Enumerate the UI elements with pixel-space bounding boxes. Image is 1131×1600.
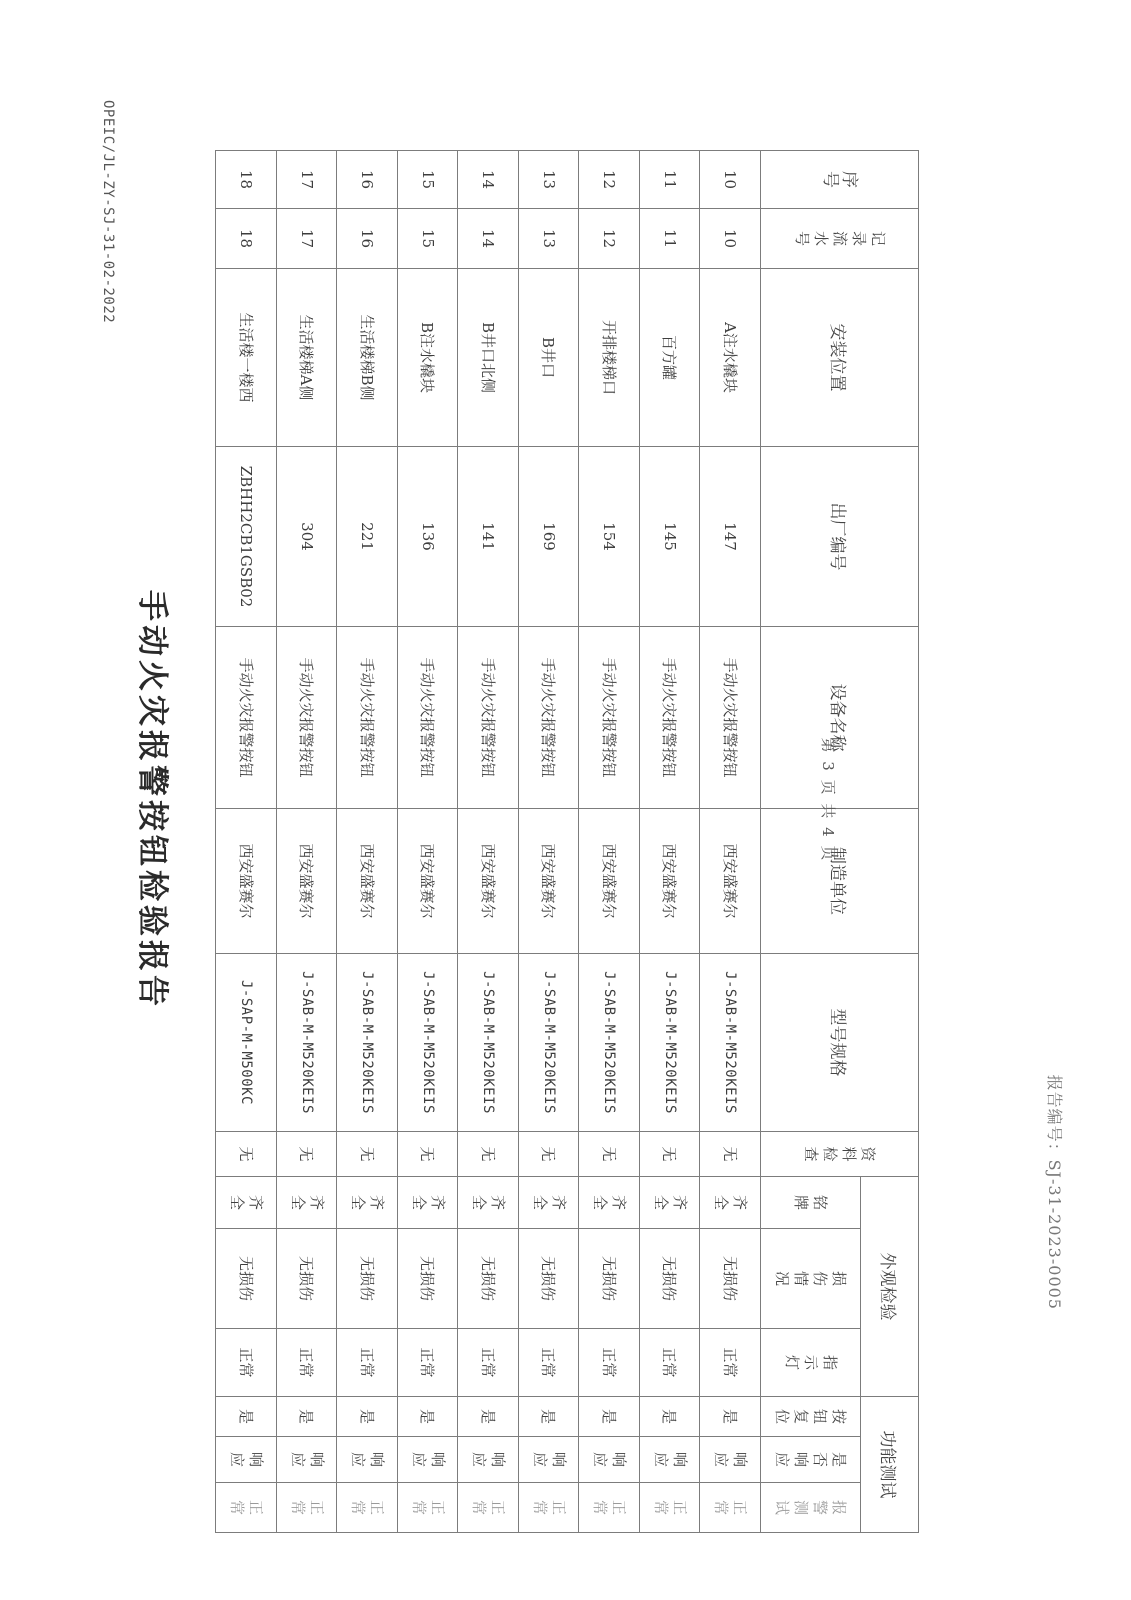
header-device-name: 设备名称 [761,627,919,809]
cell-button-reset: 是 [579,1397,640,1437]
header-factory-no: 出厂编号 [761,447,919,627]
cell-doc-check: 无 [216,1132,277,1177]
cell-manufacturer: 西安盛赛尔 [458,809,519,954]
cell-device-name: 手动火灾报警按钮 [640,627,701,809]
header-indicator: 指示灯 [761,1329,861,1397]
header-manufacturer: 制造单位 [761,809,919,954]
cell-response: 响应 [398,1437,459,1483]
cell-doc-check: 无 [519,1132,580,1177]
document-code: OPEIC/JL-ZY-SJ-31-02-2022 [100,100,116,324]
cell-location: 生活楼一楼西 [216,269,277,447]
cell-manufacturer: 西安盛赛尔 [398,809,459,954]
cell-alarm-test: 正常 [398,1483,459,1533]
cell-record-no: 15 [398,209,459,269]
cell-nameplate: 齐全 [519,1177,580,1229]
report-number: 报告编号：SJ-31-2023-0005 [1045,1074,1064,1310]
cell-button-reset: 是 [337,1397,398,1437]
cell-model: J-SAB-M-M520KEIS [579,954,640,1132]
cell-location: A注水橇块 [700,269,761,447]
cell-model: J-SAB-M-M520KEIS [337,954,398,1132]
cell-factory-no: 136 [398,447,459,627]
cell-device-name: 手动火灾报警按钮 [277,627,338,809]
cell-location: B井口北侧 [458,269,519,447]
cell-manufacturer: 西安盛赛尔 [337,809,398,954]
cell-doc-check: 无 [458,1132,519,1177]
cell-location: 生活楼梯B侧 [337,269,398,447]
cell-damage: 无损伤 [579,1229,640,1329]
page-number: 第 3 页 共 4 页 [819,737,837,863]
cell-seq: 11 [640,151,701,209]
cell-nameplate: 齐全 [398,1177,459,1229]
cell-nameplate: 齐全 [216,1177,277,1229]
cell-model: J-SAB-M-M520KEIS [277,954,338,1132]
cell-seq: 13 [519,151,580,209]
cell-model: J-SAB-M-M520KEIS [458,954,519,1132]
cell-response: 响应 [458,1437,519,1483]
table-row [216,151,277,1533]
cell-doc-check: 无 [640,1132,701,1177]
cell-seq: 18 [216,151,277,209]
header-response: 是否响应 [761,1437,861,1483]
cell-location: B注水橇块 [398,269,459,447]
cell-button-reset: 是 [398,1397,459,1437]
cell-damage: 无损伤 [519,1229,580,1329]
cell-device-name: 手动火灾报警按钮 [398,627,459,809]
inspection-table [216,150,920,1533]
cell-device-name: 手动火灾报警按钮 [519,627,580,809]
cell-manufacturer: 西安盛赛尔 [640,809,701,954]
cell-nameplate: 齐全 [700,1177,761,1229]
cell-manufacturer: 西安盛赛尔 [700,809,761,954]
cell-nameplate: 齐全 [277,1177,338,1229]
cell-record-no: 17 [277,209,338,269]
header-model: 型号规格 [761,954,919,1132]
cell-response: 响应 [216,1437,277,1483]
cell-damage: 无损伤 [337,1229,398,1329]
cell-device-name: 手动火灾报警按钮 [216,627,277,809]
cell-button-reset: 是 [519,1397,580,1437]
cell-damage: 无损伤 [216,1229,277,1329]
cell-seq: 15 [398,151,459,209]
cell-factory-no: 141 [458,447,519,627]
cell-model: J-SAB-M-M520KEIS [398,954,459,1132]
cell-response: 响应 [640,1437,701,1483]
cell-button-reset: 是 [216,1397,277,1437]
cell-response: 响应 [519,1437,580,1483]
table-row [700,151,761,1533]
cell-indicator: 正常 [337,1329,398,1397]
header-location: 安装位置 [761,269,919,447]
cell-indicator: 正常 [640,1329,701,1397]
cell-device-name: 手动火灾报警按钮 [700,627,761,809]
cell-model: J-SAB-M-M520KEIS [519,954,580,1132]
cell-alarm-test: 正常 [337,1483,398,1533]
cell-record-no: 14 [458,209,519,269]
cell-nameplate: 齐全 [337,1177,398,1229]
cell-alarm-test: 正常 [700,1483,761,1533]
cell-factory-no: 154 [579,447,640,627]
header-record-no: 记录流水号 [761,209,919,269]
cell-alarm-test: 正常 [640,1483,701,1533]
cell-response: 响应 [700,1437,761,1483]
header-button-reset: 按钮复位 [761,1397,861,1437]
cell-seq: 17 [277,151,338,209]
cell-manufacturer: 西安盛赛尔 [277,809,338,954]
cell-button-reset: 是 [277,1397,338,1437]
cell-indicator: 正常 [458,1329,519,1397]
cell-factory-no: ZBHH2CB1GSB02 [216,447,277,627]
cell-manufacturer: 西安盛赛尔 [216,809,277,954]
cell-alarm-test: 正常 [277,1483,338,1533]
cell-device-name: 手动火灾报警按钮 [458,627,519,809]
cell-response: 响应 [337,1437,398,1483]
cell-button-reset: 是 [640,1397,701,1437]
cell-manufacturer: 西安盛赛尔 [519,809,580,954]
header-seq: 序号 [761,151,919,209]
cell-record-no: 11 [640,209,701,269]
header-doc-check: 资料检查 [761,1132,919,1177]
cell-alarm-test: 正常 [216,1483,277,1533]
cell-location: 百方罐 [640,269,701,447]
cell-location: B井口 [519,269,580,447]
table-row [458,151,519,1533]
cell-factory-no: 147 [700,447,761,627]
cell-seq: 10 [700,151,761,209]
cell-device-name: 手动火灾报警按钮 [337,627,398,809]
table-body [216,151,761,1533]
cell-location: 开排楼梯口 [579,269,640,447]
cell-nameplate: 齐全 [640,1177,701,1229]
cell-factory-no: 169 [519,447,580,627]
cell-model: J-SAP-M-M500KC [216,954,277,1132]
cell-record-no: 12 [579,209,640,269]
cell-indicator: 正常 [277,1329,338,1397]
cell-doc-check: 无 [398,1132,459,1177]
cell-model: J-SAB-M-M520KEIS [700,954,761,1132]
cell-device-name: 手动火灾报警按钮 [579,627,640,809]
cell-doc-check: 无 [337,1132,398,1177]
header-alarm-test: 报警测试 [761,1483,861,1533]
cell-indicator: 正常 [519,1329,580,1397]
header-nameplate: 铭牌 [761,1177,861,1229]
table-row [277,151,338,1533]
cell-damage: 无损伤 [458,1229,519,1329]
table-row [337,151,398,1533]
report-title: 手动火灾报警按钮检验报告 [134,590,170,1010]
cell-indicator: 正常 [398,1329,459,1397]
header-appearance-group: 外观检验 [861,1177,919,1397]
cell-doc-check: 无 [700,1132,761,1177]
cell-button-reset: 是 [700,1397,761,1437]
cell-record-no: 18 [216,209,277,269]
table-row [519,151,580,1533]
header-function-group: 功能测试 [861,1397,919,1533]
cell-button-reset: 是 [458,1397,519,1437]
cell-factory-no: 145 [640,447,701,627]
cell-damage: 无损伤 [277,1229,338,1329]
cell-damage: 无损伤 [640,1229,701,1329]
cell-response: 响应 [277,1437,338,1483]
cell-alarm-test: 正常 [519,1483,580,1533]
cell-alarm-test: 正常 [458,1483,519,1533]
cell-location: 生活楼梯A侧 [277,269,338,447]
cell-doc-check: 无 [277,1132,338,1177]
cell-indicator: 正常 [579,1329,640,1397]
cell-factory-no: 304 [277,447,338,627]
cell-doc-check: 无 [579,1132,640,1177]
cell-nameplate: 齐全 [579,1177,640,1229]
cell-record-no: 13 [519,209,580,269]
cell-model: J-SAB-M-M520KEIS [640,954,701,1132]
header-damage: 损伤情况 [761,1229,861,1329]
cell-response: 响应 [579,1437,640,1483]
cell-record-no: 10 [700,209,761,269]
cell-nameplate: 齐全 [458,1177,519,1229]
cell-indicator: 正常 [700,1329,761,1397]
cell-damage: 无损伤 [398,1229,459,1329]
cell-seq: 16 [337,151,398,209]
cell-alarm-test: 正常 [579,1483,640,1533]
cell-factory-no: 221 [337,447,398,627]
cell-seq: 14 [458,151,519,209]
table-row [640,151,701,1533]
table-row [579,151,640,1533]
cell-record-no: 16 [337,209,398,269]
cell-indicator: 正常 [216,1329,277,1397]
table-row [398,151,459,1533]
cell-damage: 无损伤 [700,1229,761,1329]
cell-manufacturer: 西安盛赛尔 [579,809,640,954]
cell-seq: 12 [579,151,640,209]
